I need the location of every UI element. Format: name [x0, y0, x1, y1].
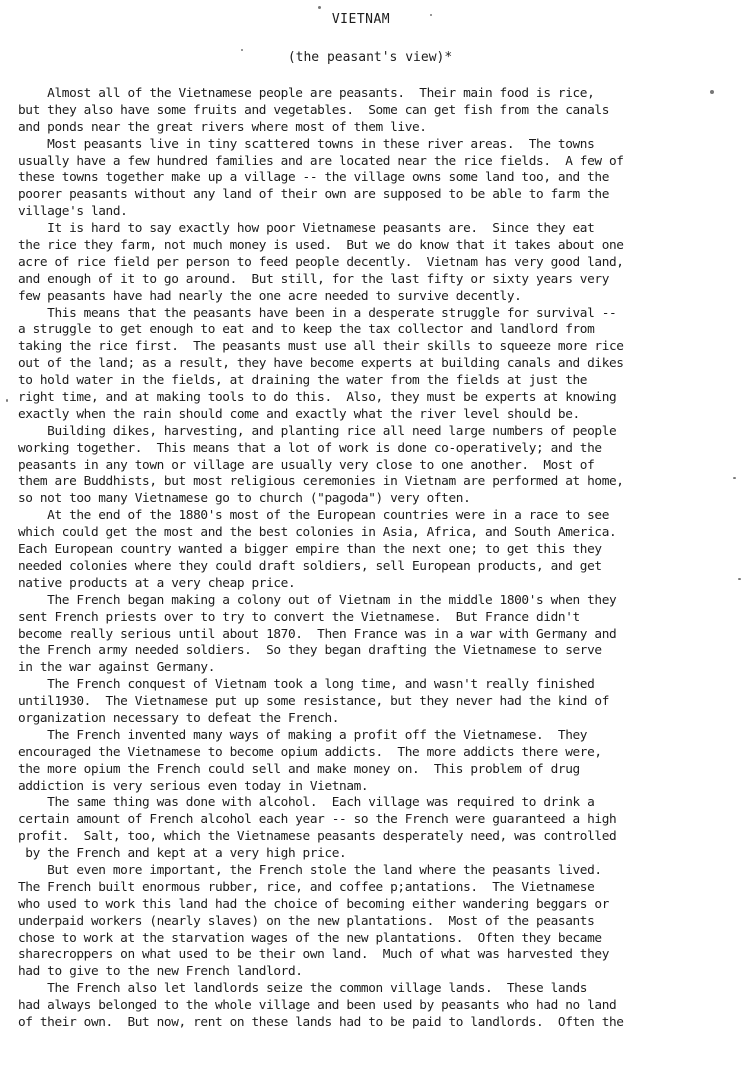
text-line: had always belonged to the whole village and been used by peasants who had no land [18, 998, 617, 1014]
text-line: these towns together make up a village -- the village owns some land too, and the [18, 170, 609, 186]
text-line: and enough of it to go around. But still, for the last fifty or sixty years very [18, 271, 609, 287]
text-line: the French army needed soldiers. So they began drafting the Vietnamese to serve [18, 643, 602, 659]
text-line: sent French priests over to try to convert the Vietnamese. But France didn't [18, 609, 580, 625]
text-line: underpaid workers (nearly slaves) on the new plantations. Most of the peasants [18, 913, 595, 929]
text-line: Almost all of the Vietnamese people are peasants. Their main food is rice, [18, 86, 595, 101]
text-line: The same thing was done with alcohol. Each village was required to drink a [18, 795, 595, 811]
text-line: At the end of the 1880's most of the European countries were in a race to see [18, 508, 609, 524]
text-line: working together. This means that a lot of work is done co-operatively; and the [18, 440, 602, 456]
text-line: encouraged the Vietnamese to become opium addicts. The more addicts there were, [18, 744, 602, 760]
text-line: This means that the peasants have been in a desperate struggle for survival -- [18, 305, 617, 321]
text-line: profit. Salt, too, which the Vietnamese peasants desperately need, was controlled [18, 829, 617, 845]
scan-speck [733, 477, 736, 479]
text-line: of their own. But now, rent on these lands had to be paid to landlords. Often the [18, 1014, 624, 1030]
text-line: The French began making a colony out of Vietnam in the middle 1800's when they [18, 592, 617, 608]
document-body [18, 86, 750, 1032]
text-line: Each European country wanted a bigger empire than the next one; to get this they [18, 542, 602, 558]
text-line: the rice they farm, not much money is used. But we do know that it takes about one [18, 238, 624, 254]
text-line: But even more important, the French stole the land where the peasants lived. [18, 862, 602, 878]
text-line: The French conquest of Vietnam took a long time, and wasn't really finished [18, 677, 595, 693]
text-line: acre of rice field per person to feed people decently. Vietnam has very good land, [18, 254, 624, 270]
text-line: The French invented many ways of making a profit off the Vietnamese. They [18, 727, 588, 743]
text-line: exactly when the rain should come and exactly what the river level should be. [18, 406, 580, 422]
text-line: organization necessary to defeat the French. [18, 710, 340, 726]
text-line: peasants in any town or village are usually very close to one another. Most of [18, 457, 595, 473]
text-line: needed colonies where they could draft soldiers, sell European products, and get [18, 558, 602, 574]
text-line: few peasants have had nearly the one acre needed to survive decently. [18, 288, 522, 304]
scan-speck [710, 90, 714, 94]
text-line: sharecroppers on what used to be their own land. Much of what was harvested they [18, 947, 609, 963]
text-line: Building dikes, harvesting, and planting rice all need large numbers of people [18, 423, 617, 439]
scan-speck [738, 578, 741, 580]
text-line: by the French and kept at a very high price. [18, 846, 347, 862]
text-line: so not too many Vietnamese go to church ("pagoda") very often. [18, 491, 471, 507]
scan-speck [430, 14, 432, 16]
text-line: out of the land; as a result, they have become experts at building canals and dikes [18, 356, 624, 372]
text-line: until1930. The Vietnamese put up some resistance, but they never had the kind of [18, 694, 609, 710]
text-line: but they also have some fruits and vegetables. Some can get fish from the canals [18, 102, 609, 118]
text-line: The French built enormous rubber, rice, and coffee p;antations. The Vietnamese [18, 879, 595, 895]
text-line: the more opium the French could sell and make money on. This problem of drug [18, 761, 580, 777]
scan-speck [6, 399, 8, 402]
text-line: and ponds near the great rivers where most of them live. [18, 119, 427, 135]
text-line: addiction is very serious even today in Vietnam. [18, 778, 369, 794]
text-line: them are Buddhists, but most religious ceremonies in Vietnam are performed at home, [18, 474, 624, 490]
text-line: The French also let landlords seize the common village lands. These lands [18, 981, 588, 997]
text-line: Most peasants live in tiny scattered towns in these river areas. The towns [18, 136, 595, 152]
scan-speck [318, 6, 321, 9]
text-line: certain amount of French alcohol each year -- so the French were guaranteed a high [18, 812, 617, 828]
text-line: become really serious until about 1870. Then France was in a war with Germany and [18, 626, 617, 642]
text-line: in the war against Germany. [18, 660, 215, 676]
text-line: had to give to the new French landlord. [18, 964, 303, 980]
text-line: a struggle to get enough to eat and to keep the tax collector and landlord from [18, 322, 595, 338]
text-line: village's land. [18, 204, 128, 220]
text-line: native products at a very cheap price. [18, 575, 296, 591]
text-line: It is hard to say exactly how poor Vietnamese peasants are. Since they eat [18, 221, 595, 237]
text-line: right time, and at making tools to do this. Also, they must be experts at knowing [18, 390, 617, 406]
document-title: VIETNAM [331, 12, 391, 27]
text-line: who used to work this land had the choice of becoming either wandering beggars or [18, 896, 609, 912]
text-line: taking the rice first. The peasants must use all their skills to squeeze more rice [18, 339, 624, 355]
document-subtitle: (the peasant's view)* [287, 50, 453, 65]
text-line: usually have a few hundred families and are located near the rice fields. A few of [18, 153, 624, 169]
text-line: chose to work at the starvation wages of the new plantations. Often they became [18, 930, 602, 946]
text-line: poorer peasants without any land of their own are supposed to be able to farm the [18, 187, 609, 203]
scan-speck [241, 49, 243, 51]
text-line: which could get the most and the best colonies in Asia, Africa, and South America. [18, 525, 617, 541]
text-line: to hold water in the fields, at draining the water from the fields at just the [18, 373, 588, 389]
